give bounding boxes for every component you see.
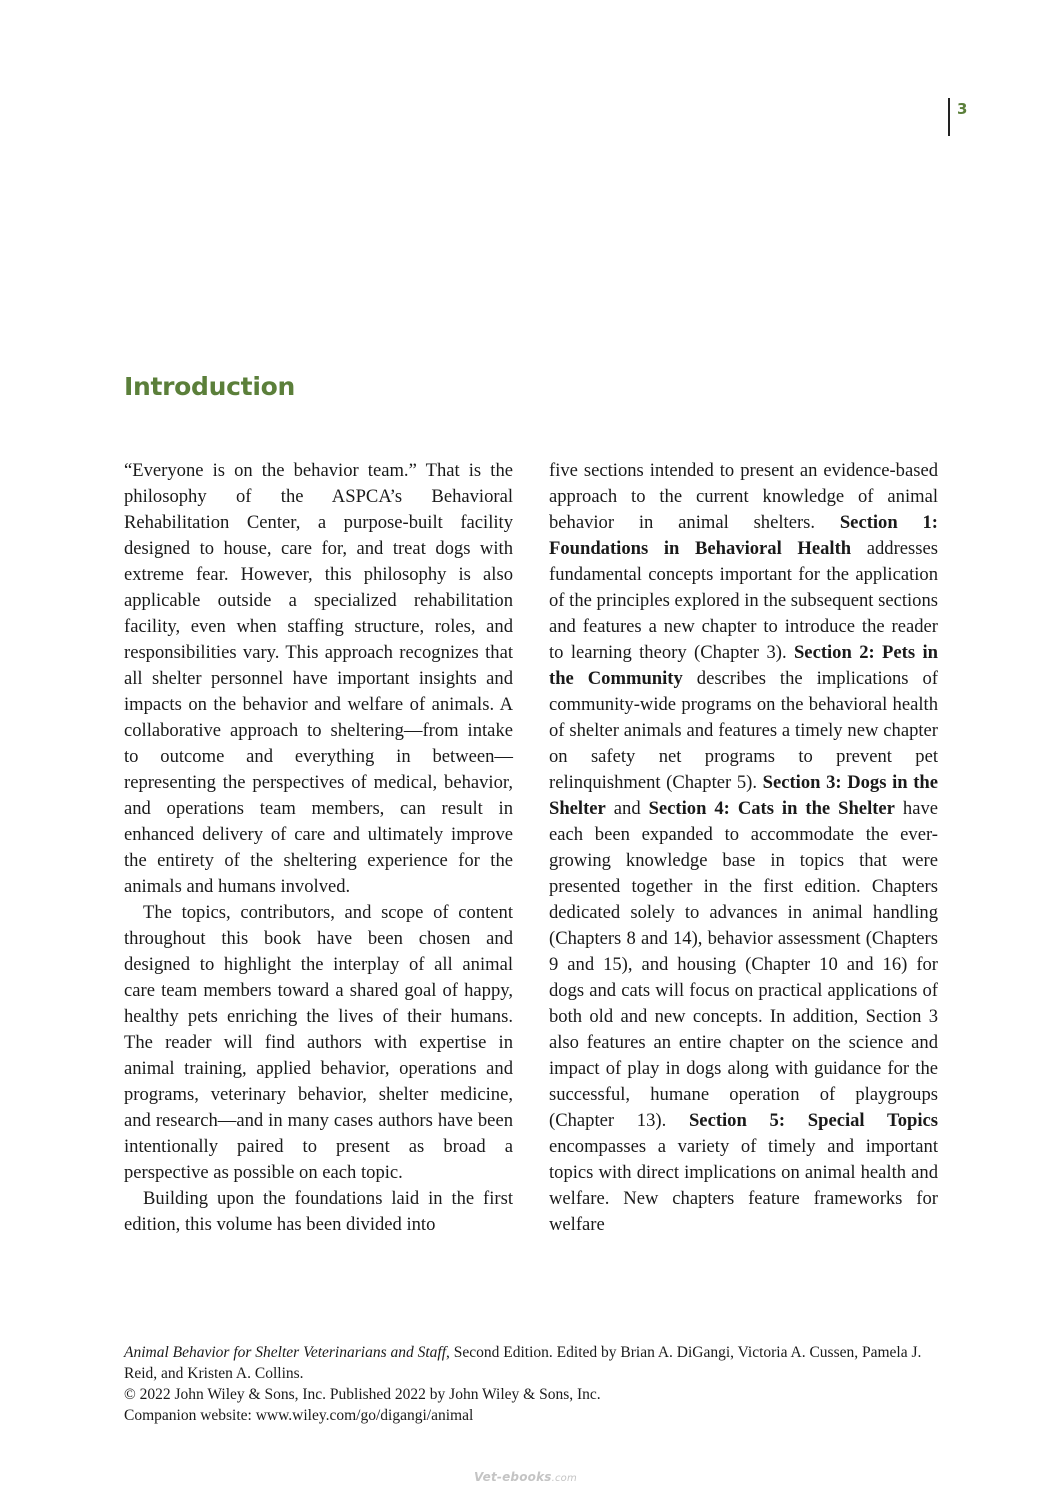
section-3-heading: Section 3: Dogs in the Shelter xyxy=(549,772,938,819)
citation xyxy=(124,1342,944,1384)
book-title: Animal Behavior for Shelter Veterinarians and Staff xyxy=(124,1344,447,1361)
watermark-main: Vet-ebooks xyxy=(474,1470,552,1484)
watermark-logo xyxy=(474,1470,577,1484)
paragraph-3-continued xyxy=(549,458,938,1238)
section-4-heading: Section 4: Cats in the Shelter xyxy=(648,798,895,819)
section-2-heading: Section 2: Pets in the Community xyxy=(549,642,938,689)
section-5-heading: Section 5: Special Topics xyxy=(688,1110,938,1131)
chapter-title: Introduction xyxy=(124,372,295,401)
paragraph-2: The topics, contributors, and scope of content throughout this book have been chosen and designed to highlight the interplay of all animal care team members toward a shared goal of happy, healthy pets enriching the lives of their humans. The reader will find authors with expertise in animal training, applied behavior, operations and programs, veterinary behavior, shelter medicine, and research—and in many cases authors have been intentionally paired to present as broad a perspective as possible on each topic. xyxy=(124,902,513,1183)
watermark-suffix: .com xyxy=(551,1473,577,1484)
page-number: 3 xyxy=(957,100,968,118)
section-1-heading: Section 1: Foundations in Behavioral Health xyxy=(549,512,938,559)
page-number-rule xyxy=(948,98,950,136)
text-run: encompasses a variety of timely and important topics with direct implications on animal health and welfare. New chapters feature frameworks for welfare xyxy=(549,1136,938,1235)
paragraph-1: “Everyone is on the behavior team.” That is the philosophy of the ASPCA’s Behavioral Rehabilitation Center, a purpose-built facility designed to house, care for, and treat dogs with extreme fear. However, this philosophy is also applicable outside a specialized rehabilitation facility, even when staffing structure, roles, and responsibilities vary. This approach recognizes that all shelter personnel have important insights and impacts on the behavior and welfare of animals. A collaborative approach to sheltering—from intake to outcome and everything in between—representing the perspectives of medical, behavior, and operations team members, can result in enhanced delivery of care and ultimately improve the entirety of the sheltering experience for the animals and humans involved. xyxy=(124,460,513,897)
text-run: have each been expanded to accommodate the ever-growing knowledge base in topics that were presented together in the first edition. Chapters dedicated solely to advances in animal handling (Chapters 8 and 14), behavior assessment (Chapters 9 and 15), and housing (Chapter 10 and 16) for dogs and cats will focus on practical applications of both old and new concepts. In addition, Section 3 also features an entire chapter on the science and impact of play in dogs along with guidance for the successful, humane operation of playgroups (Chapter 13). xyxy=(549,798,938,1131)
body-column-right xyxy=(549,458,938,1238)
companion-website-line: Companion website: www.wiley.com/go/digangi/animal xyxy=(124,1407,474,1424)
text-run: addresses fundamental concepts important for the application of the principles explored in the subsequent sections and features a new chapter to introduce the reader to learning theory (Chapter 3). xyxy=(549,538,938,663)
text-run: and xyxy=(605,798,649,819)
body-column-left xyxy=(124,458,513,1238)
copyright-line: © 2022 John Wiley & Sons, Inc. Published 2022 by John Wiley & Sons, Inc. xyxy=(124,1386,601,1403)
footnote xyxy=(124,1342,944,1426)
text-run: five sections intended to present an evidence-based approach to the current knowledge of animal behavior in animal shelters. xyxy=(549,460,938,533)
edition-editors: , Second Edition. Edited by Brian A. DiGangi, Victoria A. Cussen, Pamela J. Reid, and Kristen A. Collins. xyxy=(124,1344,922,1382)
text-run: describes the implications of community-wide programs on the behavioral health of shelter animals and features a timely new chapter on safety net programs to prevent pet relinquishment (Chapter 5). xyxy=(549,668,938,793)
paragraph-3-start: Building upon the foundations laid in the first edition, this volume has been divided into xyxy=(124,1188,513,1235)
